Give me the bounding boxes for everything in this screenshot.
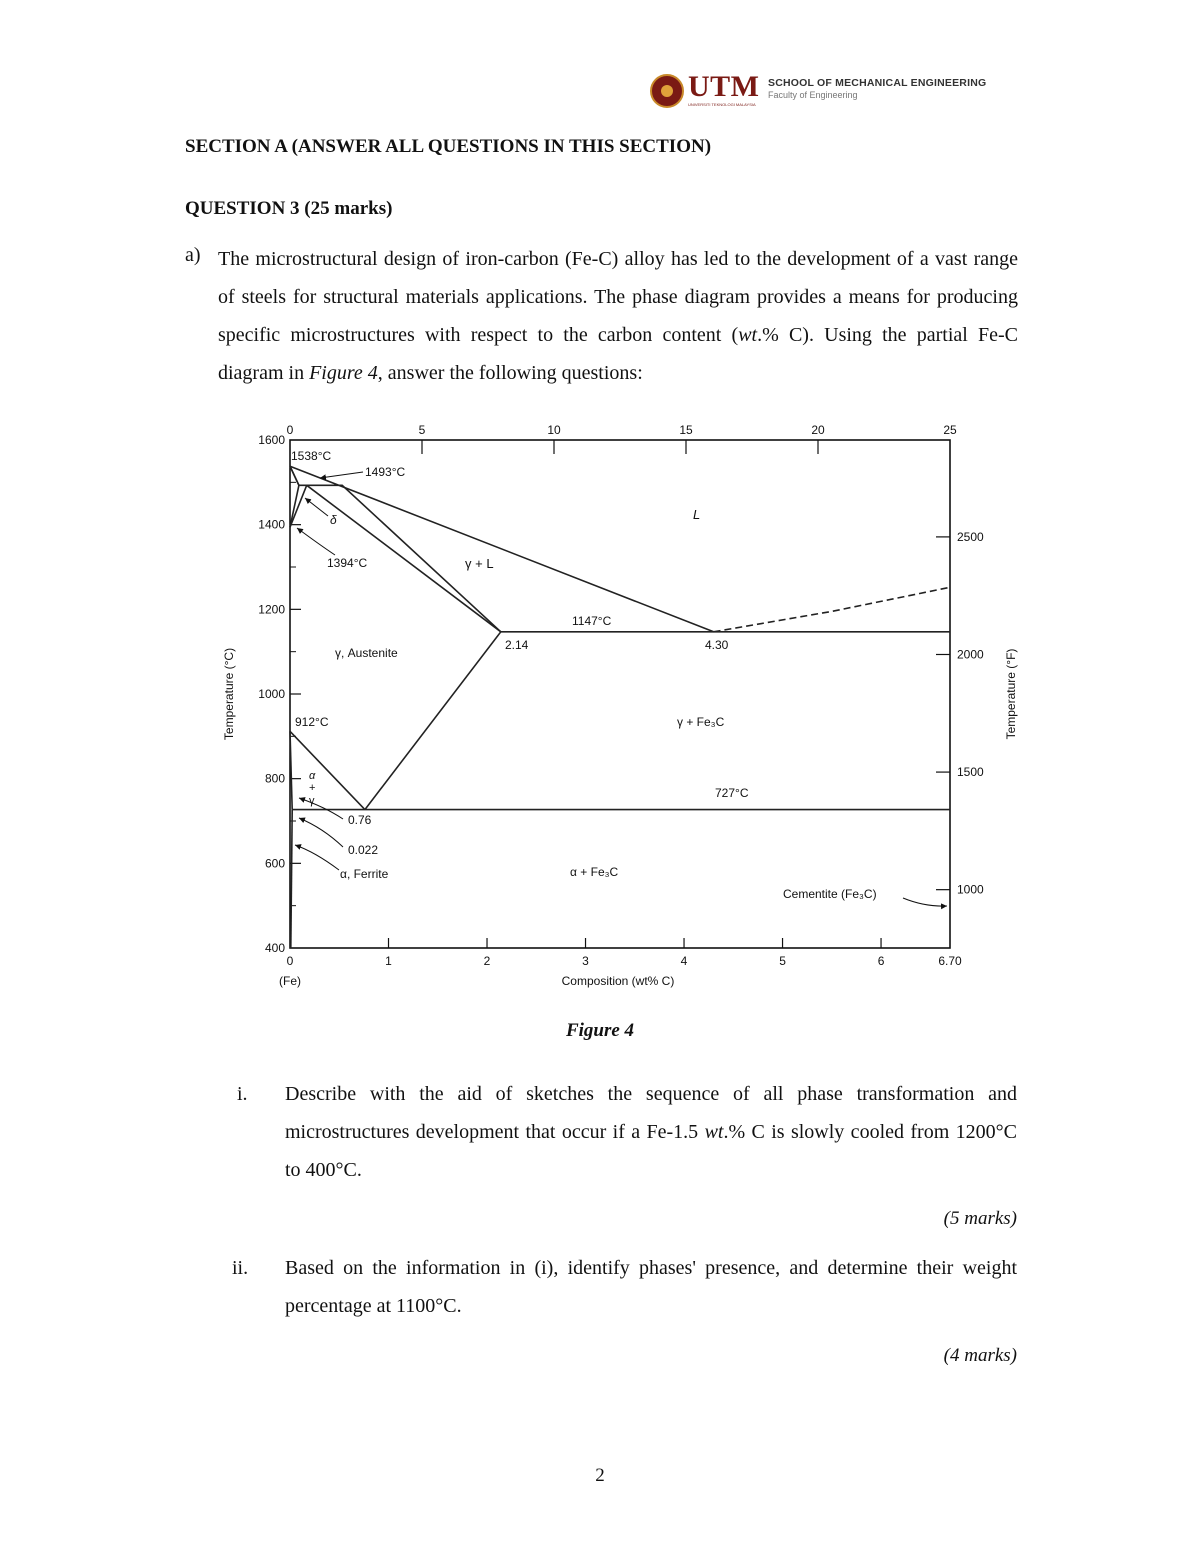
top-tick-label: 0	[286, 423, 294, 437]
x-tick-label: 6.70	[938, 954, 962, 968]
x-tick-label: 6	[877, 954, 885, 968]
subq-1-marks: (5 marks)	[943, 1208, 1017, 1229]
x-tick-label: 1	[385, 954, 392, 968]
label-gamma-l: γ + L	[465, 556, 494, 571]
faculty-name: Faculty of Engineering	[768, 90, 858, 100]
label-alpha-fe3c: α + Fe₃C	[570, 865, 619, 879]
y-tick-label: 800	[264, 771, 285, 786]
top-tick-label: 15	[679, 423, 693, 437]
logo-text: UTM	[688, 70, 760, 103]
subq-2-numeral: ii.	[232, 1257, 249, 1279]
label-austenite: γ, Austenite	[335, 646, 398, 660]
phase-boundaries	[290, 466, 950, 948]
part-a-text-3: .% C). Using the partial Fe-C diagram in	[218, 324, 1018, 384]
subq-2-text: Based on the information in (i), identify phases' presence, and determine their weight percentage at 1100°C.	[285, 1257, 1017, 1317]
x-axis-title: Composition (wt% C)	[561, 974, 675, 988]
phase-line-liquidus-fe3c-dashed	[714, 587, 950, 632]
label-0022: 0.022	[348, 843, 379, 857]
subq-1-text-2: wt	[704, 1121, 724, 1143]
right-tick-label: 2000	[957, 647, 984, 662]
arrow-0022	[299, 818, 343, 847]
subq-2-marks: (4 marks)	[943, 1345, 1017, 1366]
y-axis-title: Temperature (°C)	[222, 647, 236, 741]
school-name: SCHOOL OF MECHANICAL ENGINEERING	[768, 77, 987, 89]
x-tick-label: 2	[483, 954, 491, 968]
top-axis-ticks	[287, 423, 957, 454]
part-a-text-4: Figure 4	[309, 362, 378, 384]
subq-1-text-1: Describe with the aid of sketches the sequence of all phase transformation and microstructures development that occur if a Fe-1.5	[285, 1083, 1017, 1143]
label-delta: δ	[330, 513, 337, 527]
y-tick-label: 1600	[258, 433, 285, 447]
x-axis-ticks	[287, 938, 962, 968]
label-727: 727°C	[715, 786, 749, 800]
part-a-text	[218, 240, 1018, 392]
label-214: 2.14	[505, 638, 529, 652]
label-liquid: L	[693, 507, 701, 522]
label-1147: 1147°C	[572, 614, 612, 628]
phase-line-solvus	[291, 810, 292, 948]
page-number: 2	[595, 1465, 605, 1486]
top-tick-label: 10	[547, 423, 561, 437]
arrow-1394	[297, 528, 335, 555]
part-label: a)	[185, 244, 201, 266]
y-tick-label: 1200	[258, 602, 285, 617]
subq-1-text	[285, 1075, 1017, 1189]
x-tick-label: 5	[779, 954, 786, 968]
label-alpha-g: γ	[309, 795, 315, 807]
part-a-text-1: The microstructural design of iron-carbon (Fe-C) alloy has led to the development of a vast range of steels for structural materials applications. The phase diagram provides a means for producing specific microstructures with respect to the carbon content (	[218, 248, 1018, 346]
right-axis-ticks	[936, 530, 984, 897]
label-430: 4.30	[705, 638, 729, 652]
y-tick-label: 600	[264, 856, 285, 871]
y-axis-title-right: Temperature (°F)	[1004, 648, 1018, 740]
label-alpha-a: α	[309, 770, 316, 782]
top-tick-label: 25	[943, 423, 957, 437]
y-tick-label: 400	[264, 941, 285, 955]
arrow-delta	[305, 498, 328, 516]
label-cementite: Cementite (Fe₃C)	[783, 887, 877, 901]
header-logo	[650, 72, 1010, 112]
label-1538: 1538°C	[291, 449, 332, 463]
arrow-076	[299, 798, 343, 819]
part-a-text-2: wt	[738, 324, 758, 346]
subq-1-numeral: i.	[237, 1083, 248, 1105]
part-a-text-5: , answer the following questions:	[377, 362, 643, 384]
logo-subtext: UNIVERSITI TEKNOLOGI MALAYSIA	[688, 102, 756, 107]
subq-1-text-3: .% C is slowly cooled from 1200°C to 400°C.	[285, 1121, 1017, 1181]
y-tick-label: 1400	[258, 517, 285, 532]
label-076: 0.76	[348, 813, 372, 827]
arrow-1493	[320, 472, 363, 478]
label-alpha-plus: +	[309, 782, 316, 794]
utm-emblem-icon	[650, 74, 684, 108]
right-tick-label: 1500	[957, 765, 984, 780]
label-1394: 1394°C	[327, 556, 368, 570]
arrow-ferrite	[295, 845, 339, 870]
label-1493: 1493°C	[365, 465, 406, 479]
figure-caption: Figure 4	[565, 1020, 635, 1041]
plot-frame	[290, 440, 950, 948]
x-tick-label: 3	[582, 954, 589, 968]
fe-c-phase-diagram	[215, 415, 1018, 995]
label-912: 912°C	[295, 715, 329, 729]
x-tick-label: 4	[680, 954, 688, 968]
section-title: SECTION A (ANSWER ALL QUESTIONS IN THIS SECTION)	[185, 136, 712, 157]
right-tick-label: 1000	[957, 882, 984, 897]
label-ferrite: α, Ferrite	[340, 867, 389, 881]
question-title: QUESTION 3 (25 marks)	[185, 198, 393, 219]
arrow-cementite	[903, 898, 947, 906]
right-tick-label: 2500	[957, 529, 984, 544]
y-axis-ticks	[258, 433, 301, 955]
top-tick-label: 20	[811, 423, 825, 437]
x-tick-label: 0	[286, 954, 294, 968]
x-origin-label: (Fe)	[279, 974, 301, 988]
phase-line-a3	[290, 731, 365, 809]
label-gamma-fe3c: γ + Fe₃C	[677, 715, 725, 729]
y-tick-label: 1000	[258, 687, 285, 701]
phase-line-liquidus-eutectic	[290, 466, 714, 632]
top-tick-label: 5	[418, 423, 426, 437]
